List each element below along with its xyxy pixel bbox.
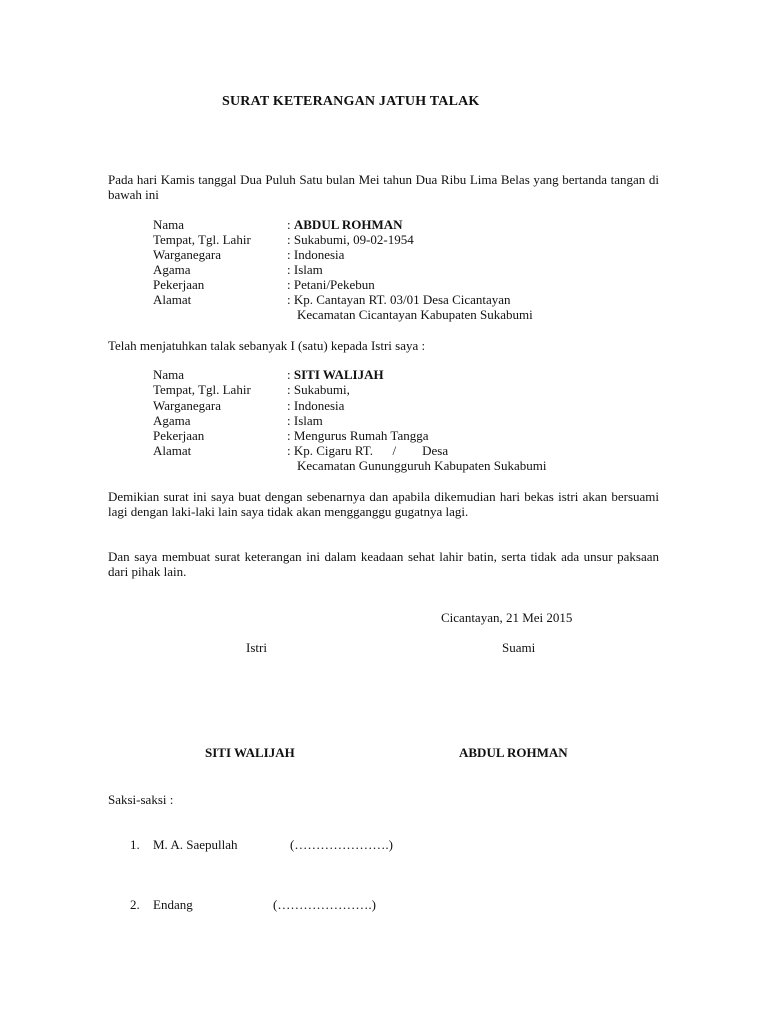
wife-name-value: : SITI WALIJAH	[287, 367, 384, 382]
witness-2-number: 2.	[130, 897, 140, 912]
witness-1-number: 1.	[130, 837, 140, 852]
wife-name-label: Nama	[153, 367, 185, 382]
wife-role-label: Istri	[246, 640, 267, 655]
declaration-text: Telah menjatuhkan talak sebanyak I (satu) kepada Istri saya :	[108, 338, 426, 353]
wife-occupation-label: Pekerjaan	[153, 428, 205, 443]
wife-signature-name: SITI WALIJAH	[205, 745, 295, 760]
wife-birth-label: Tempat, Tgl. Lahir	[153, 382, 251, 397]
husband-name-label: Nama	[153, 217, 185, 232]
wife-address-value: : Kp. Cigaru RT. / Desa	[287, 443, 449, 458]
intro-paragraph: Pada hari Kamis tanggal Dua Puluh Satu bulan Mei tahun Dua Ribu Lima Belas yang bertanda tangan di bawah ini	[108, 172, 659, 202]
husband-role-label: Suami	[502, 640, 536, 655]
wife-address-label: Alamat	[153, 443, 192, 458]
husband-religion-label: Agama	[153, 262, 191, 277]
wife-birth-value: : Sukabumi,	[287, 382, 350, 397]
witnesses-heading: Saksi-saksi :	[108, 792, 174, 807]
husband-birth-value: : Sukabumi, 09-02-1954	[287, 232, 414, 247]
wife-religion-value: : Islam	[287, 413, 323, 428]
husband-address-line2: Kecamatan Cicantayan Kabupaten Sukabumi	[297, 307, 533, 322]
witness-1-signature-blank: (………………….)	[290, 837, 393, 852]
closing-paragraph-2: Dan saya membuat surat keterangan ini dalam keadaan sehat lahir batin, serta tidak ada unsur paksaan dari pihak lain.	[108, 549, 659, 579]
husband-signature-name: ABDUL ROHMAN	[459, 745, 568, 760]
husband-birth-label: Tempat, Tgl. Lahir	[153, 232, 251, 247]
husband-name-value: : ABDUL ROHMAN	[287, 217, 403, 232]
wife-address-line2: Kecamatan Gunungguruh Kabupaten Sukabumi	[297, 458, 547, 473]
wife-nationality-value: : Indonesia	[287, 398, 345, 413]
document-title: SURAT KETERANGAN JATUH TALAK	[222, 94, 480, 109]
closing-paragraph-1: Demikian surat ini saya buat dengan sebenarnya dan apabila dikemudian hari bekas istri akan bersuami lagi dengan laki-laki lain saya tidak akan mengganggu gugatnya lagi.	[108, 489, 659, 519]
wife-religion-label: Agama	[153, 413, 191, 428]
husband-nationality-label: Warganegara	[153, 247, 222, 262]
husband-occupation-value: : Petani/Pekebun	[287, 277, 375, 292]
husband-nationality-value: : Indonesia	[287, 247, 345, 262]
witness-2-name: Endang	[153, 897, 193, 912]
husband-occupation-label: Pekerjaan	[153, 277, 205, 292]
witness-2-signature-blank: (………………….)	[273, 897, 376, 912]
wife-nationality-label: Warganegara	[153, 398, 222, 413]
husband-address-label: Alamat	[153, 292, 192, 307]
place-date: Cicantayan, 21 Mei 2015	[441, 610, 573, 625]
husband-address-value: : Kp. Cantayan RT. 03/01 Desa Cicantayan	[287, 292, 511, 307]
witness-1-name: M. A. Saepullah	[153, 837, 238, 852]
wife-occupation-value: : Mengurus Rumah Tangga	[287, 428, 429, 443]
husband-religion-value: : Islam	[287, 262, 323, 277]
